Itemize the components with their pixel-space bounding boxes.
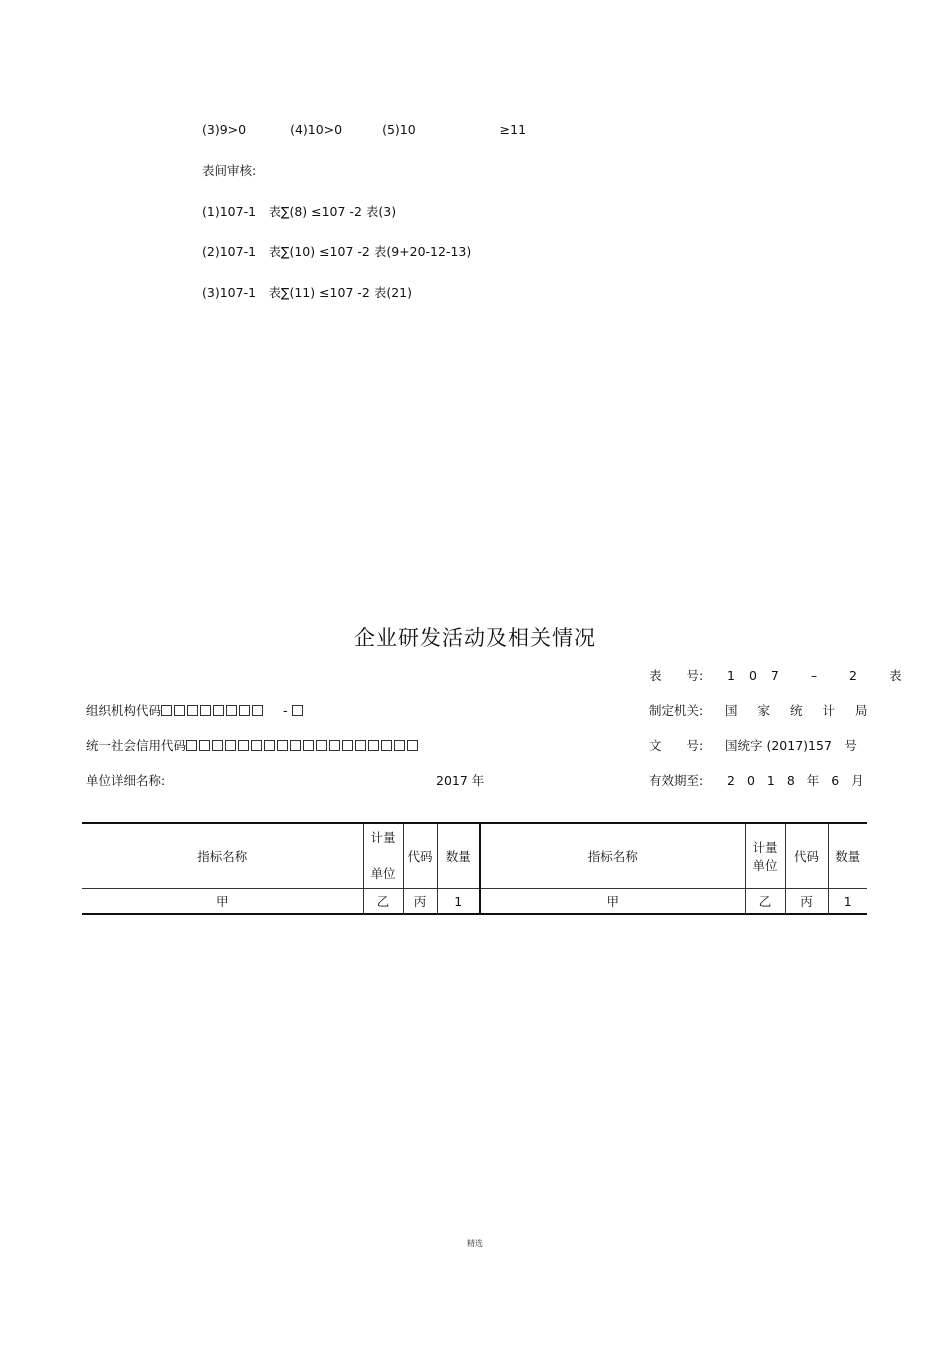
code-digit-box[interactable] <box>277 740 288 751</box>
authority-label: 制定机关: <box>649 703 704 718</box>
table-header-row <box>82 823 867 889</box>
code-digit-box[interactable] <box>355 740 366 751</box>
inter-rule: (2)107-1 表∑(10) ≤107 -2 表(9+20-12-13) <box>202 244 472 259</box>
code-digit-box[interactable] <box>213 705 224 716</box>
code-digit-box[interactable] <box>226 705 237 716</box>
unit-name-label: 单位详细名称: <box>86 773 166 788</box>
valid-label: 有效期至: <box>649 773 704 788</box>
credit-code-label: 统一社会信用代码 <box>86 738 187 753</box>
code-digit-box[interactable] <box>186 740 197 751</box>
header-unit-line: 计量 <box>752 840 778 855</box>
audit-item: (3)9>0 <box>202 122 247 137</box>
code-digit-box[interactable] <box>174 705 185 716</box>
header-unit <box>745 823 785 889</box>
code-digit-box[interactable] <box>251 740 262 751</box>
code-digit-box[interactable] <box>264 740 275 751</box>
code-digit-box[interactable] <box>292 705 303 716</box>
table-no-value: 107 – 2 表 <box>727 668 916 683</box>
code-digit-box[interactable] <box>238 740 249 751</box>
org-code-label: 组织机构代码 <box>86 703 162 718</box>
column-code: 1 <box>437 889 480 915</box>
header-unit <box>363 823 403 889</box>
header-indicator-name: 指标名称 <box>82 823 363 889</box>
doc-no-label: 文 号: <box>649 738 704 753</box>
code-digit-box[interactable] <box>303 740 314 751</box>
audit-item: (5)10 <box>382 122 416 137</box>
column-code: 丙 <box>403 889 437 915</box>
table-column-code-row <box>82 889 867 915</box>
code-digit-box[interactable] <box>225 740 236 751</box>
credit-code-boxes[interactable] <box>186 738 420 753</box>
inter-rule: (1)107-1 表∑(8) ≤107 -2 表(3) <box>202 204 397 219</box>
code-digit-box[interactable] <box>199 740 210 751</box>
code-digit-box[interactable] <box>342 740 353 751</box>
page-footer: 精选 <box>467 1239 483 1248</box>
valid-value: 2018年6月 <box>727 773 876 788</box>
header-quantity: 数量 <box>828 823 867 889</box>
indicator-table <box>82 822 867 915</box>
code-digit-box[interactable] <box>239 705 250 716</box>
audit-line-top <box>202 122 526 137</box>
code-digit-box[interactable] <box>161 705 172 716</box>
column-code: 甲 <box>480 889 745 915</box>
org-code-separator: - <box>283 703 288 718</box>
code-digit-box[interactable] <box>316 740 327 751</box>
column-code: 甲 <box>82 889 363 915</box>
code-digit-box[interactable] <box>381 740 392 751</box>
code-digit-box[interactable] <box>187 705 198 716</box>
report-year: 2017 年 <box>436 773 485 788</box>
code-digit-box[interactable] <box>290 740 301 751</box>
header-unit-line: 计量 <box>370 830 396 845</box>
code-digit-box[interactable] <box>252 705 263 716</box>
audit-item: (4)10>0 <box>290 122 343 137</box>
doc-no-value: 国统字 (2017)157 号 <box>725 738 857 753</box>
header-code: 代码 <box>785 823 828 889</box>
credit-code-row <box>86 736 420 754</box>
code-digit-box[interactable] <box>212 740 223 751</box>
column-code: 丙 <box>785 889 828 915</box>
header-unit-line: 单位 <box>752 858 778 873</box>
column-code: 乙 <box>745 889 785 915</box>
code-digit-box[interactable] <box>368 740 379 751</box>
org-code-check-box[interactable] <box>292 703 305 718</box>
org-code-row <box>86 701 305 719</box>
header-unit-line: 单位 <box>370 866 396 881</box>
header-quantity: 数量 <box>437 823 480 889</box>
inter-table-heading: 表间审核: <box>202 163 257 178</box>
code-digit-box[interactable] <box>394 740 405 751</box>
audit-item: ≥11 <box>499 122 527 137</box>
table-no-label: 表 号: <box>649 668 704 683</box>
code-digit-box[interactable] <box>329 740 340 751</box>
inter-rule: (3)107-1 表∑(11) ≤107 -2 表(21) <box>202 285 412 300</box>
form-title: 企业研发活动及相关情况 <box>354 626 596 650</box>
code-digit-box[interactable] <box>200 705 211 716</box>
org-code-boxes[interactable] <box>161 703 265 718</box>
header-code: 代码 <box>403 823 437 889</box>
code-digit-box[interactable] <box>407 740 418 751</box>
column-code: 乙 <box>363 889 403 915</box>
column-code: 1 <box>828 889 867 915</box>
authority-value: 国家统计局 <box>725 703 888 718</box>
header-indicator-name: 指标名称 <box>480 823 745 889</box>
